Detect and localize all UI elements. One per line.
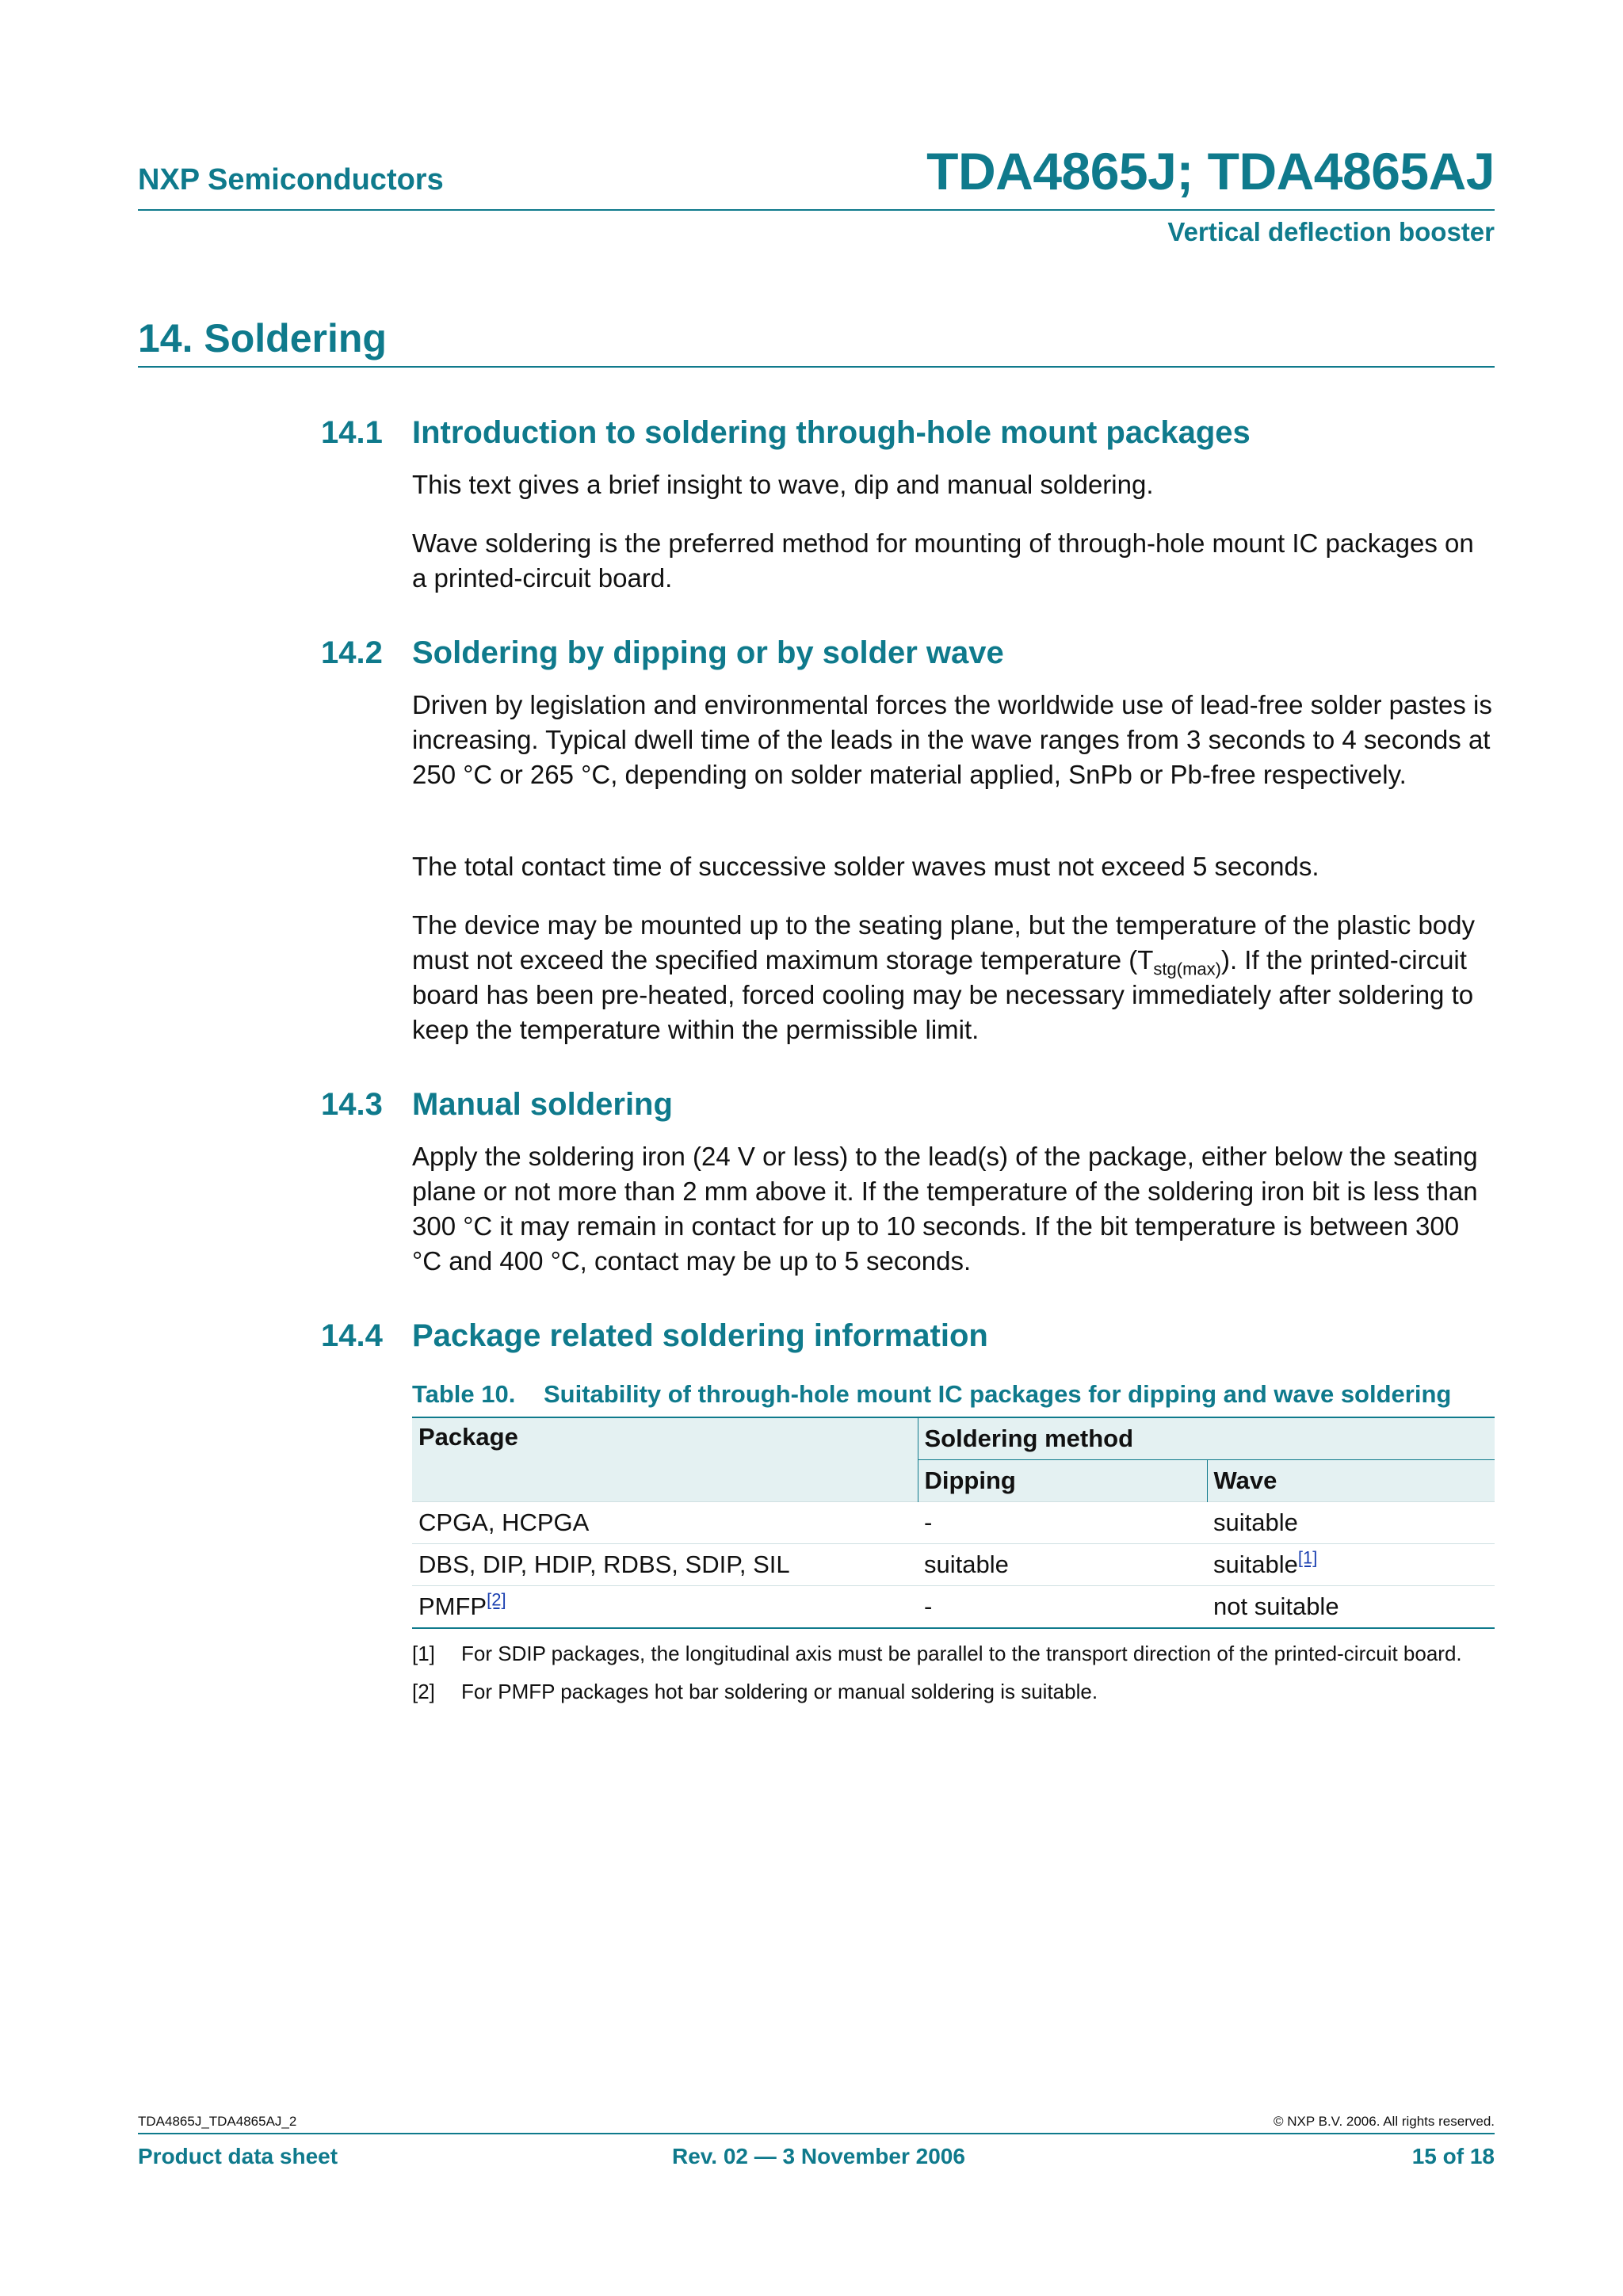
paragraph: Driven by legislation and environmental forces the worldwide use of lead-free solder pastes is increasing. Typical dwell time of the leads in the wave ranges from 3 seconds to 4 seconds at 250 °C or 265 °C, depending on solder material applied, SnPb or Pb-free respectively. xyxy=(412,690,1492,789)
subsection-number-14-1: 14.1 xyxy=(321,415,383,450)
subsection-body-14-2c xyxy=(412,908,1495,1047)
subsection-number-14-2: 14.2 xyxy=(321,635,383,670)
footer-doc-id: TDA4865J_TDA4865AJ_2 xyxy=(138,2114,297,2129)
footer-copyright: © NXP B.V. 2006. All rights reserved. xyxy=(1273,2114,1495,2129)
table-note xyxy=(412,1678,1495,1705)
subsection-title-14-3: Manual soldering xyxy=(412,1087,673,1122)
table-caption xyxy=(412,1380,1451,1409)
subscript: stg(max) xyxy=(1153,959,1221,979)
paragraph: This text gives a brief insight to wave, dip and manual soldering. xyxy=(412,470,1154,499)
subsection-title-14-4: Package related soldering information xyxy=(412,1318,988,1353)
table-notes xyxy=(412,1640,1495,1716)
footer-page-number: 15 of 18 xyxy=(1411,2144,1495,2168)
header-package: Package xyxy=(412,1417,918,1502)
footnote-link-1[interactable]: [1] xyxy=(1297,1547,1318,1568)
table-row xyxy=(412,1502,1495,1544)
subsection-body-14-3 xyxy=(412,1139,1495,1279)
footnote-link-2[interactable]: [2] xyxy=(487,1589,506,1610)
note-number: [1] xyxy=(412,1642,435,1665)
table-row xyxy=(412,1544,1495,1586)
note-text: For PMFP packages hot bar soldering or manual soldering is suitable. xyxy=(461,1680,1098,1703)
footer-revision: Rev. 02 — 3 November 2006 xyxy=(672,2144,965,2168)
table-number: Table 10. xyxy=(412,1380,516,1408)
company-name: NXP Semiconductors xyxy=(138,163,444,196)
paragraph: The device may be mounted up to the seating plane, but the temperature of the plastic body must not exceed the specified maximum storage temperature $(T_{stg(max)})$. If the printed-circuit board has been pre-heated, forced cooling may be necessary immediately after soldering to keep the temperature within the permissible limit. xyxy=(412,910,1476,1044)
paragraph: Apply the soldering iron (24 V or less) to the lead(s) of the package, either below the seating plane or not more than 2 mm above it. If the temperature of the soldering iron bit is less than 300 °C it may remain in contact for up to 10 seconds. If the bit temperature is between 300 °C and 400 °C, contact may be up to 5 seconds. xyxy=(412,1142,1478,1276)
cell-dipping: - xyxy=(918,1502,1207,1544)
cell-wave: not suitable xyxy=(1207,1586,1495,1629)
table-note xyxy=(412,1640,1495,1667)
subsection-number-14-4: 14.4 xyxy=(321,1318,383,1353)
header-soldering-method: Soldering method xyxy=(918,1417,1495,1460)
part-numbers: TDA4865J; TDA4865AJ xyxy=(926,142,1495,200)
subsection-number-14-3: 14.3 xyxy=(321,1087,383,1122)
document-subtitle: Vertical deflection booster xyxy=(1167,217,1495,246)
cell-package: DBS, DIP, HDIP, RDBS, SDIP, SIL xyxy=(412,1544,918,1586)
cell-wave: suitable xyxy=(1207,1502,1495,1544)
cell-package: PMFP[2] xyxy=(412,1586,918,1629)
header-wave: Wave xyxy=(1207,1460,1495,1502)
note-number: [2] xyxy=(412,1680,435,1703)
soldering-suitability-table xyxy=(412,1417,1495,1629)
subsection-body-14-2 xyxy=(412,688,1495,792)
section-rule xyxy=(138,366,1495,368)
cell-wave: suitable[1] xyxy=(1207,1544,1495,1586)
subsection-body-14-1 xyxy=(412,467,1495,502)
header-rule xyxy=(138,209,1495,211)
header-dipping: Dipping xyxy=(918,1460,1207,1502)
cell-dipping: - xyxy=(918,1586,1207,1629)
footer-doc-type: Product data sheet xyxy=(138,2144,338,2168)
note-text: For SDIP packages, the longitudinal axis must be parallel to the transport direction of the printed-circuit board. xyxy=(461,1642,1462,1665)
subsection-title-14-2: Soldering by dipping or by solder wave xyxy=(412,635,1004,670)
footer-rule xyxy=(138,2133,1495,2134)
cell-dipping: suitable xyxy=(918,1544,1207,1586)
subsection-body-14-2b xyxy=(412,849,1495,884)
paragraph: Wave soldering is the preferred method for mounting of through-hole mount IC packages on a printed-circuit board. xyxy=(412,528,1474,593)
table-row xyxy=(412,1586,1495,1629)
cell-package: CPGA, HCPGA xyxy=(412,1502,918,1544)
subsection-title-14-1: Introduction to soldering through-hole mount packages xyxy=(412,415,1251,450)
table-caption-text: Suitability of through-hole mount IC packages for dipping and wave soldering xyxy=(544,1380,1452,1408)
section-title: 14. Soldering xyxy=(138,316,387,360)
paragraph: The total contact time of successive solder waves must not exceed 5 seconds. xyxy=(412,852,1319,881)
subsection-body-14-1b xyxy=(412,526,1495,596)
